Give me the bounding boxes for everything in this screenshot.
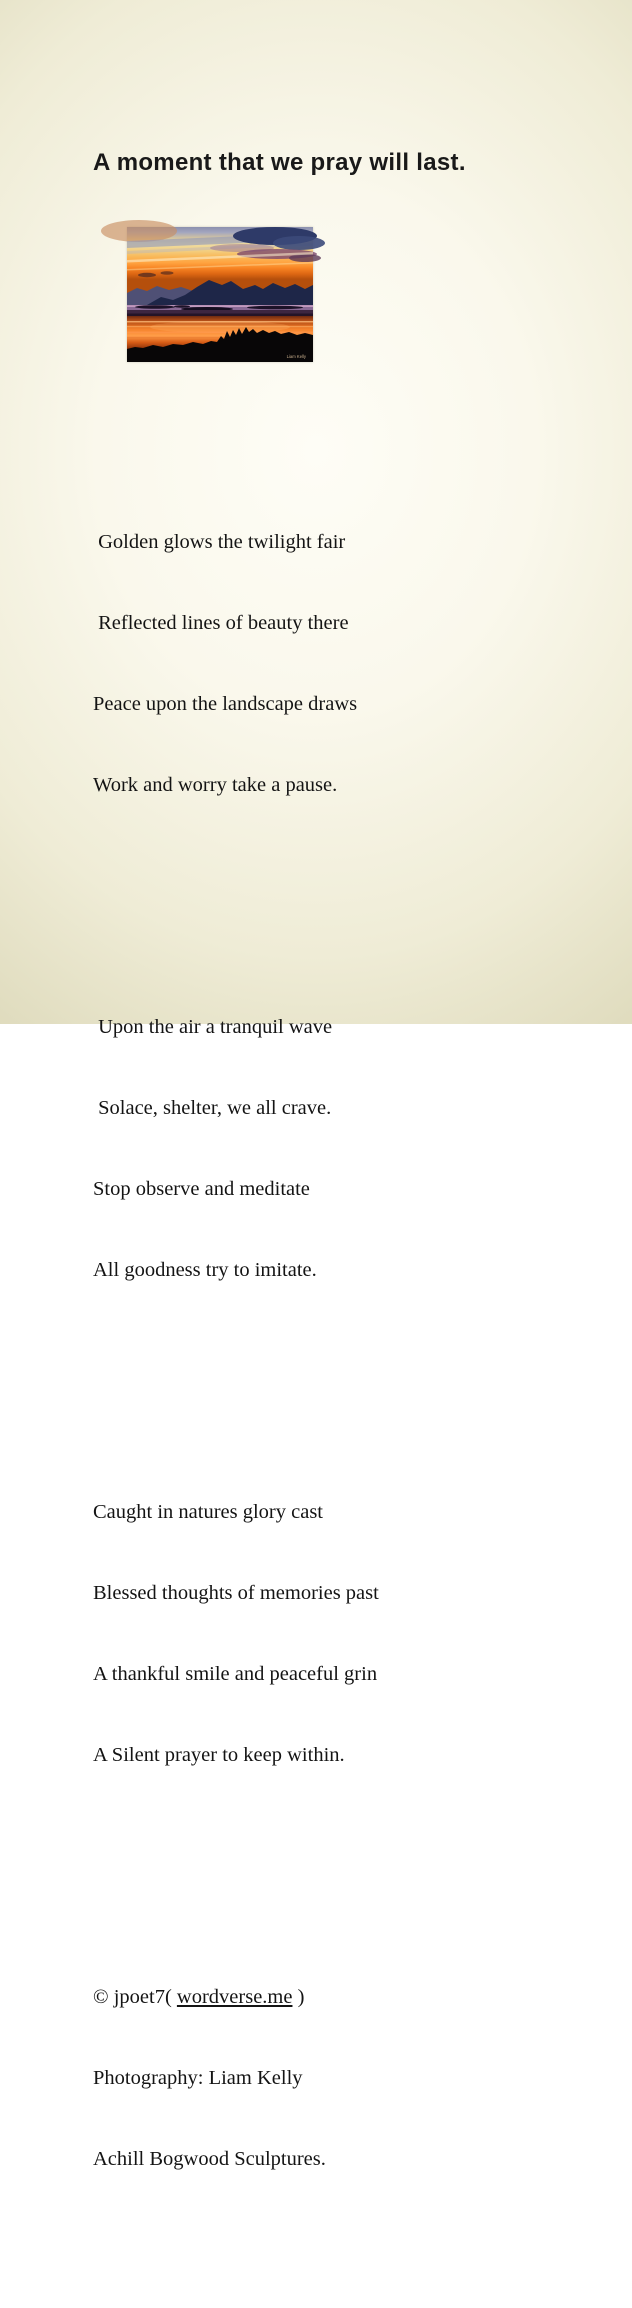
poem-stanza-2 [93, 960, 379, 1338]
poem-stanza-1 [93, 475, 379, 853]
credits-copyright-line [93, 1984, 379, 2011]
poem-line: Golden glows the twilight fair [93, 531, 346, 553]
poem-line: A thankful smile and peaceful grin [93, 1663, 378, 1685]
sunset-photo [127, 227, 313, 362]
poem-stanza-3 [93, 1445, 379, 1823]
poem-line: Caught in natures glory cast [93, 1501, 324, 1523]
poem-line: Stop observe and meditate [93, 1178, 310, 1200]
poem-line: Work and worry take a pause. [93, 774, 338, 796]
poem-line: Solace, shelter, we all crave. [93, 1097, 332, 1119]
copyright-prefix: © jpoet7( [93, 1986, 177, 2008]
poem-line: Reflected lines of beauty there [93, 612, 349, 634]
poem-line: Upon the air a tranquil wave [93, 1016, 333, 1038]
copyright-suffix: ) [292, 1986, 305, 2008]
credits-sculptures-line: Achill Bogwood Sculptures. [93, 2148, 326, 2170]
poem-line: A Silent prayer to keep within. [93, 1744, 345, 1766]
poem-line: Peace upon the landscape draws [93, 693, 358, 715]
sunset-photo-image [127, 227, 313, 362]
credits [93, 1930, 379, 2227]
poem [93, 394, 379, 2308]
photo-watermark: Liam Kelly [286, 354, 306, 359]
poem-line: Blessed thoughts of memories past [93, 1582, 379, 1604]
credits-photography-line: Photography: Liam Kelly [93, 2067, 303, 2089]
page-title: A moment that we pray will last. [93, 149, 466, 176]
wordverse-link[interactable]: wordverse.me [176, 1986, 293, 2008]
poem-line: All goodness try to imitate. [93, 1259, 317, 1281]
